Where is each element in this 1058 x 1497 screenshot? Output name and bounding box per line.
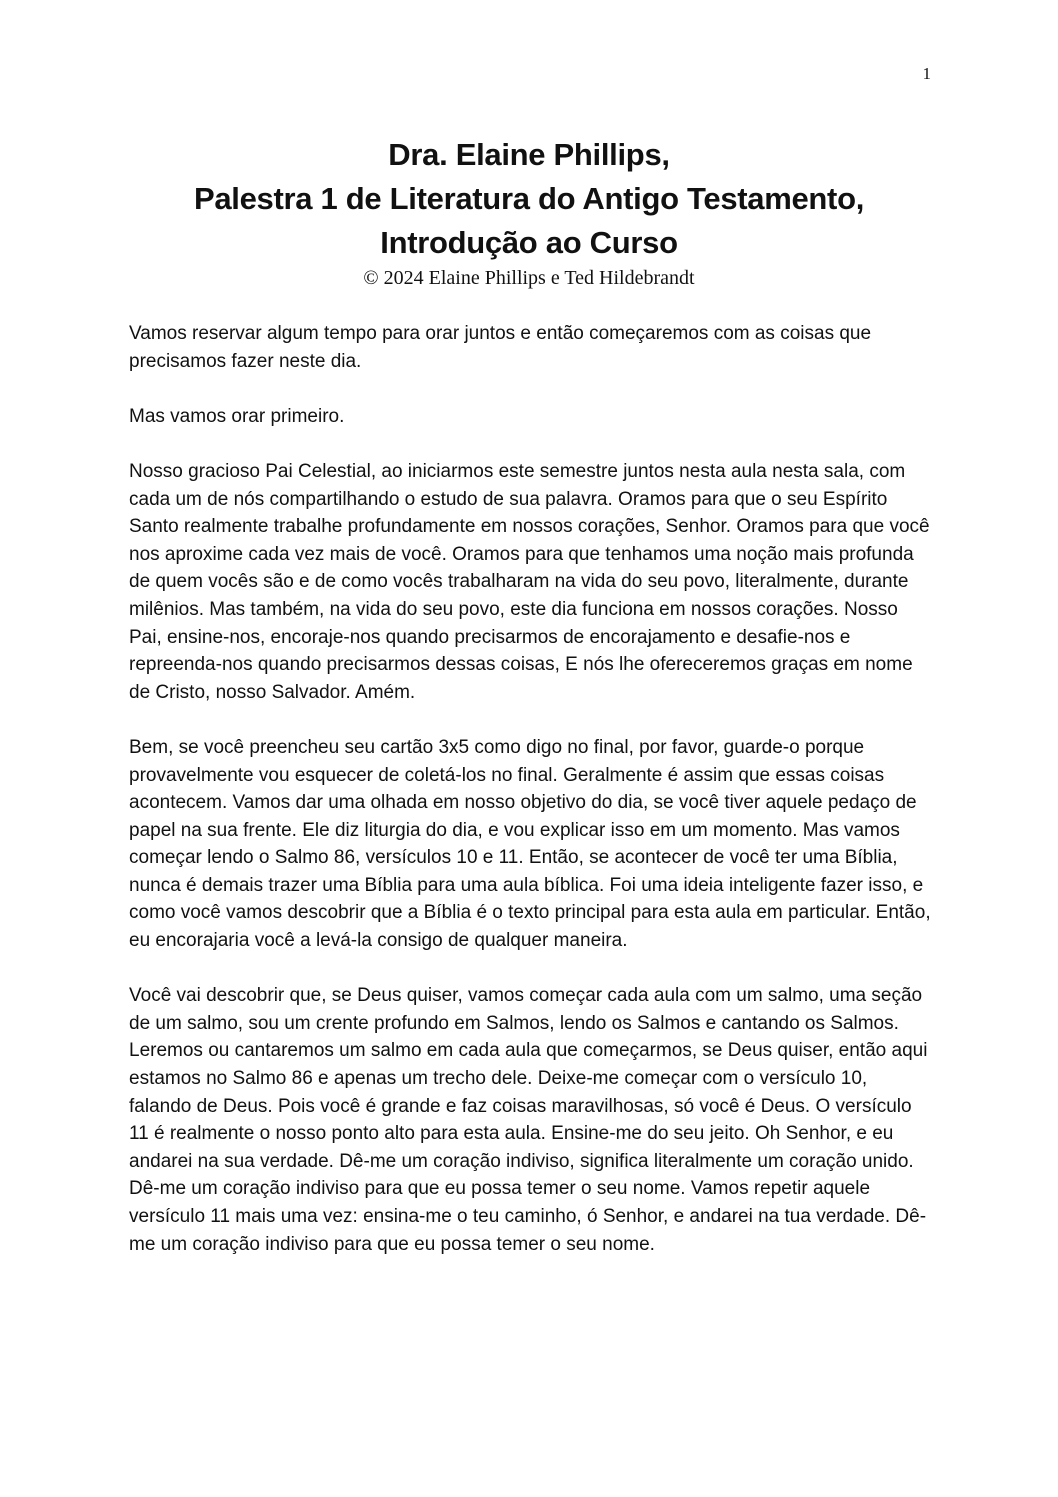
paragraph: Vamos reservar algum tempo para orar juntos e então começaremos com as coisas que precisamos fazer neste dia. xyxy=(129,323,872,372)
title-line-lecture: Palestra 1 de Literatura do Antigo Testamento, xyxy=(193,181,865,216)
paragraph: Mas vamos orar primeiro. xyxy=(129,405,345,427)
paragraph: Nosso gracioso Pai Celestial, ao iniciarmos este semestre juntos nesta aula nesta sala, com cada um de nós compartilhando o estudo de sua palavra. Oramos para que o seu Espírito Santo realmente trabalhe profundamente em nossos corações, Senhor. Oramos para que você nos aproxime cada vez mais de você. Oramos para que tenhamos uma noção mais profunda de quem vocês são e de como vocês trabalharam na vida do seu povo, literalmente, durante milênios. Mas também, na vida do seu povo, este dia funciona em nossos corações. Nosso Pai, ensine-nos, encoraje-nos quando precisarmos de encorajamento e desafie-nos e repreenda-nos quando precisarmos dessas coisas, E nós lhe ofereceremos graças em nome de Cristo, nosso Salvador. Amém. xyxy=(129,460,930,703)
paragraph: Bem, se você preencheu seu cartão 3x5 como digo no final, por favor, guarde-o porque provavelmente vou esquecer de coletá-los no final. Geralmente é assim que essas coisas acontecem. Vamos dar uma olhada em nosso objetivo do dia, se você tiver aquele pedaço de papel na sua frente. Ele diz liturgia do dia, e vou explicar isso em um momento. Mas vamos começar lendo o Salmo 86, versículos 10 e 11. Então, se acontecer de você ter uma Bíblia, nunca é demais trazer uma Bíblia para uma aula bíblica. Foi uma ideia inteligente fazer isso, e como você vamos descobrir que a Bíblia é o texto principal para esta aula em particular. Então, eu encorajaria você a levá-la consigo de qualquer maneira. xyxy=(129,736,931,952)
paragraph: Você vai descobrir que, se Deus quiser, vamos começar cada aula com um salmo, uma seção de um salmo, sou um crente profundo em Salmos, lendo os Salmos e cantando os Salmos. Leremos ou cantaremos um salmo em cada aula que começarmos, se Deus quiser, então aqui estamos no Salmo 86 e apenas um trecho dele. Deixe-me começar com o versículo 10, falando de Deus. Pois você é grande e faz coisas maravilhosas, só você é Deus. O versículo 11 é realmente o nosso ponto alto para esta aula. Ensine-me do seu jeito. Oh Senhor, e eu andarei na sua verdade. Dê-me um coração indiviso, significa literalmente um coração unido. Dê-me um coração indiviso para que eu possa temer o seu nome. Vamos repetir aquele versículo 11 mais uma vez: ensina-me o teu caminho, ó Senhor, e andarei na tua verdade. Dê-me um coração indiviso para que eu possa temer o seu nome. xyxy=(129,985,928,1255)
title-line-subtitle: Introdução ao Curso xyxy=(380,225,678,260)
copyright-notice: © 2024 Elaine Phillips e Ted Hildebrandt xyxy=(363,267,695,289)
title-block xyxy=(0,133,1058,293)
title-line-author: Dra. Elaine Phillips, xyxy=(388,137,670,172)
page-number: 1 xyxy=(922,64,931,83)
body-text xyxy=(129,320,934,1286)
